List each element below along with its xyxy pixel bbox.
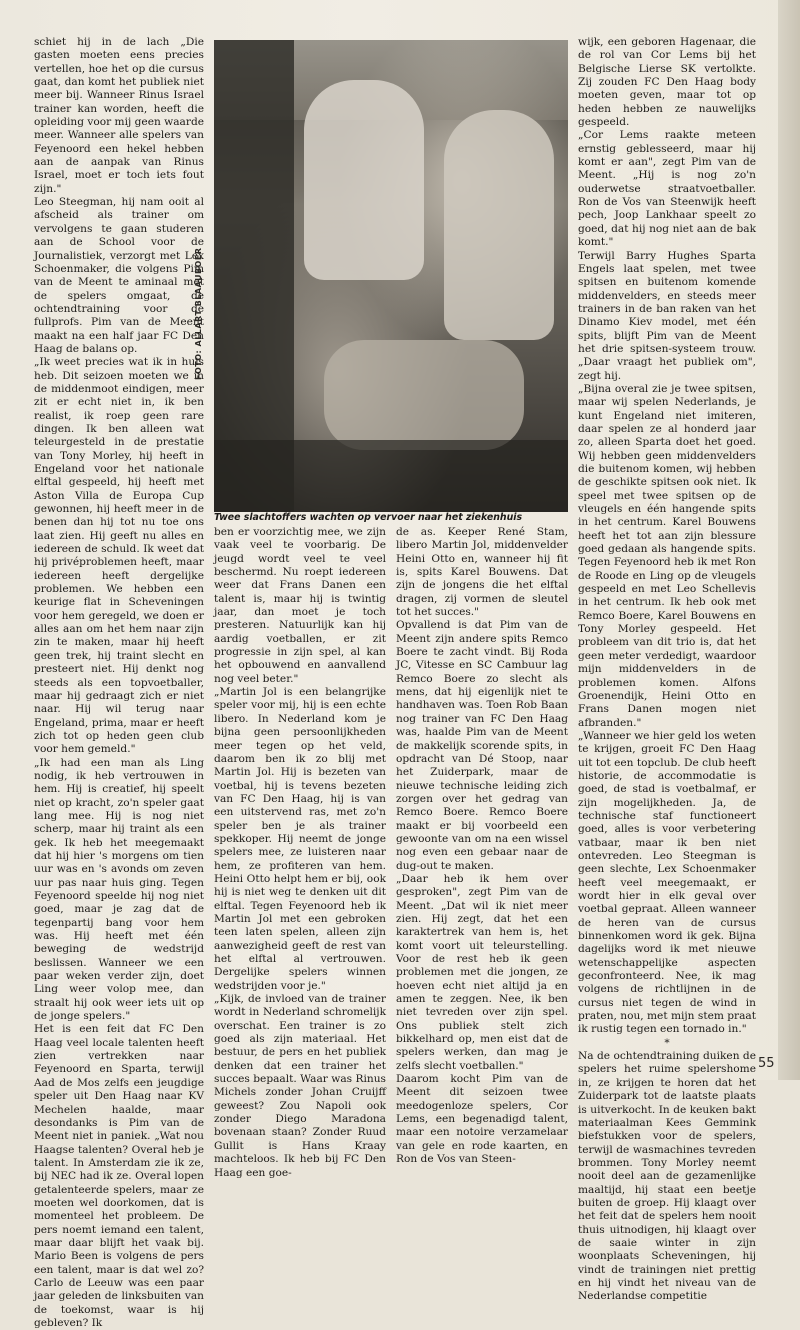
- photo-figure-left: [304, 80, 424, 280]
- paragraph: „Kijk, de invloed van de trainer wordt in Nederland schromelijk overschat. Een trainer is zo goed als zijn materiaal. Het bestuur, de pers en het publiek denken dat een trainer het succes bepaalt. Waar was Rinus Michels zonder Johan Cruijff geweest? Zou Napoli ook zonder Diego Maradona bovenaan staan? Zonder Ruud Gullit is Hans Kraay machteloos. Ik heb bij FC Den Haag een goe-: [214, 993, 386, 1179]
- paragraph: Daarom kocht Pim van de Meent dit seizoen twee meedogenloze spelers, Cor Lems, een begenadigd talent, maar een notoire verzamelaar van gele en rode kaarten, en Ron de Vos van Steen-: [396, 1073, 568, 1166]
- paragraph: „Daar heb ik hem over gesproken", zegt Pim van de Meent. „Dat wil ik niet meer zien. Hij zegt, dat het een karaktertrek van hem is, het komt voort uit teleurstelling. Voor de rest heb ik geen problemen met die jongen, ze hoeven echt niet altijd ja en amen te zeggen. Nee, ik ben niet tevreden over zijn spel. Ons publiek stelt zich bikkelhard op, men eist dat de spelers werken, dan mag je zelfs slecht voetballen.": [396, 872, 568, 1072]
- paragraph: „Cor Lems raakte meteen ernstig geblesseerd, maar hij komt er aan", zegt Pim van de Meent. „Hij is nog zo'n ouderwetse straatvoetballer. Ron de Vos van Steenwijk heeft pech, Joop Lankhaar speelt zo goed, dat hij nog niet aan de bak komt.": [578, 129, 756, 249]
- photo-credit: FOTO: ALLART BLAAUBOER: [194, 247, 203, 380]
- article-column-2: [214, 526, 386, 1179]
- paragraph: „Wanneer we hier geld los weten te krijgen, groeit FC Den Haag uit tot een topclub. De club heeft historie, de accommodatie is goed, de stad is voetbalmaf, er zijn mogelijkheden. Ja, de technische staf functioneert goed, alles is voor verbetering vatbaar, maar ik ben niet ontevreden. Leo Steegman is geen slechte, Lex Schoenmaker heeft veel meegemaakt, er wordt hier in elk geval over voetbal gepraat. Alleen wanneer de heren van de cursus binnenkomen word ik gek. Bijna dagelijks word ik met nieuwe wetenschappelijke aspecten geconfronteerd. Nee, ik mag volgens de richtlijnen in de cursus niet tegen de wind in praten, nou, met mijn stem praat ik rustig tegen een tornado in.": [578, 729, 756, 1036]
- photo-caption: Twee slachtoffers wachten op vervoer naar het ziekenhuis: [214, 512, 523, 523]
- paragraph: „Bijna overal zie je twee spitsen, maar wij spelen Nederlands, je kunt Engeland niet imiteren, daar spelen ze al honderd jaar zo, alleen Sparta doet het goed. Wij hebben geen middenvelders die buitenom komen, wij hebben de geschikte spitsen ook niet. Ik speel met twee spitsen op de vleugels en één hangende spits in het centrum. Karel Bouwens heeft het tot aan zijn blessure goed gedaan als hangende spits. Tegen Feyenoord heb ik met Ron de Roode en Ling op de vleugels gespeeld en met Leo Schellevis in het centrum. Ik heb ook met Remco Boere, Karel Bouwens en Tony Morley gespeeld. Het probleem van dit trio is, dat het geen meter verdedigt, waardoor mijn middenvelders in de problemen komen. Alfons Groenendijk, Heini Otto en Frans Danen mogen niet afbranden.": [578, 382, 756, 729]
- paragraph: Opvallend is dat Pim van de Meent zijn andere spits Remco Boere te zacht vindt. Bij Roda JC, Vitesse en SC Cambuur lag Remco Boere zo slecht als mens, dat hij eigenlijk niet te handhaven was. Toen Rob Baan nog trainer van FC Den Haag was, haalde Pim van de Meent de makkelijk scorende spits, in opdracht van Dé Stoop, naar het Zuiderpark, maar de nieuwe technische leiding zich zorgen over het gedrag van Remco Boere. Remco Boere maakt er bij voorbeeld een gewoonte van om na een wissel nog even een gebaar naar de dug-out te maken.: [396, 619, 568, 872]
- paragraph: de as. Keeper René Stam, libero Martin Jol, middenvelder Heini Otto en, wanneer hij fit is, spits Karel Bouwens. Dat zijn de jongens die het elftal dragen, zij vormen de sleutel tot het succes.": [396, 526, 568, 619]
- page-edge: [778, 0, 800, 1080]
- paragraph: „Ik weet precies wat ik in huis heb. Dit seizoen moeten we in de middenmoot eindigen, meer zit er echt niet in, ik ben realist, ik roep geen rare dingen. Ik ben alleen wat teleurgesteld in de prestatie van Tony Morley, hij heeft in Engeland voor het nationale elftal gespeeld, hij heeft met Aston Villa de Europa Cup gewonnen, hij heeft meer in de benen dan hij tot nu toe ons laat zien. Hij geeft nu alles en iedereen de schuld. Ik weet dat hij privéproblemen heeft, maar iedereen heeft dergelijke problemen. We hebben een keurige flat in Scheveningen voor hem geregeld, we doen er alles aan om het hem naar zijn zin te maken, maar hij heeft geen trek, hij traint slecht en presteert niet. Hij denkt nog steeds als een topvoetballer, maar hij gedraagt zich er niet naar. Hij wil terug naar Engeland, prima, maar er heeft zich tot op heden geen club voor hem gemeld.": [34, 356, 204, 756]
- photo-ground: [214, 440, 568, 512]
- photo-victim: [324, 340, 524, 450]
- paragraph: Terwijl Barry Hughes Sparta Engels laat spelen, met twee spitsen en buitenom komende middenvelders, en steeds meer trainers in de ban raken van het Dinamo Kiev model, met één spits, blijft Pim van de Meent het drie spitsen-systeem trouw. „Daar vraagt het publiek om", zegt hij.: [578, 249, 756, 382]
- paragraph: Het is een feit dat FC Den Haag veel locale talenten heeft zien vertrekken naar Feyenoord en Sparta, terwijl Aad de Mos zelfs een jeugdige speler uit Den Haag naar KV Mechelen haalde, maar desondanks is Pim van de Meent niet in paniek. „Wat nou Haagse talenten? Overal heb je talent. In Amsterdam zie ik ze, bij NEC had ik ze. Overal lopen getalenteerde spelers, maar ze moeten wel doorkomen, dat is momenteel het probleem. De pers noemt iemand een talent, maar daar blijft het vaak bij. Mario Been is volgens de pers een talent, maar is dat wel zo? Carlo de Leeuw was een paar jaar geleden de linksbuiten van de toekomst, waar is hij gebleven? Ik: [34, 1023, 204, 1329]
- article-column-1: [34, 36, 204, 1329]
- page-number: 55: [758, 1056, 775, 1071]
- paragraph: ben er voorzichtig mee, we zijn vaak veel te voorbarig. De jeugd wordt veel te veel beschermd. Nu roept iedereen weer dat Frans Danen een talent is, maar hij is twintig jaar, dan moet je toch presteren. Natuurlijk kan hij aardig voetballen, er zit progressie in zijn spel, al kan het opbouwend en aanvallend nog veel beter.": [214, 526, 386, 685]
- article-column-4: [578, 36, 756, 1303]
- article-column-3: [396, 526, 568, 1166]
- paragraph: „Ik had een man als Ling nodig, ik heb vertrouwen in hem. Hij is creatief, hij speelt niet op kracht, zo'n speler gaat lang mee. Hij is nog niet scherp, maar hij traint als een gek. Ik heb het meegemaakt dat hij hier 's morgens om tien uur was en 's avonds om zeven uur pas naar huis ging. Tegen Feyenoord speelde hij nog niet goed, maar je zag dat de tegenpartij bang voor hem was. Hij heeft met één beweging de wedstrijd beslissen. Wanneer we een paar weken verder zijn, doet Ling weer volop mee, dan straalt hij ook weer iets uit op de jonge spelers.": [34, 756, 204, 1023]
- section-separator: *: [664, 1036, 670, 1049]
- paragraph: wijk, een geboren Hagenaar, die de rol van Cor Lems bij het Belgische Lierse SK vertolkte. Zij zouden FC Den Haag body moeten geven, maar tot op heden hebben ze nauwelijks gespeeld.: [578, 36, 756, 129]
- news-photo: [214, 40, 568, 512]
- photo-figure-right: [444, 110, 554, 340]
- paragraph: Na de ochtendtraining duiken de spelers het ruime spelershome in, ze krijgen te horen dat het Zuiderpark tot de laatste plaats is uitverkocht. In de keuken bakt materiaalman Kees Gemmink biefstukken voor de spelers, terwijl de wasmachines tevreden brommen. Tony Morley neemt nooit deel aan de gezamenlijke maaltijd, hij staat een beetje buiten de groep. Hij klaagt over het feit dat de spelers hem nooit thuis uitnodigen, hij klaagt over de saaie winter in zijn woonplaats Scheveningen, hij vindt de trainingen niet prettig en hij vindt het niveau van de Nederlandse competitie: [578, 1050, 756, 1303]
- paragraph: „Martin Jol is een belangrijke speler voor mij, hij is een echte libero. In Nederland kom je bijna geen persoonlijkheden meer tegen op het veld, daarom ben ik zo blij met Martin Jol. Hij is bezeten van voetbal, hij is tevens bezeten van FC Den Haag, hij is van een uitstervend ras, met zo'n speler ben je als trainer spekkoper. Hij neemt de jonge spelers mee, ze luisteren naar hem, ze profiteren van hem. Heini Otto helpt hem er bij, ook hij is niet weg te denken uit dit elftal. Tegen Feyenoord heb ik Martin Jol met een gebroken teen laten spelen, alleen zijn aanwezigheid geeft de rest van het elftal al vertrouwen. Dergelijke spelers winnen wedstrijden voor je.": [214, 686, 386, 992]
- paragraph: Leo Steegman, hij nam ooit al afscheid als trainer om vervolgens te gaan studeren aan de School voor de Journalistiek, verzorgt met Lex Schoenmaker, die volgens Pim van de Meent te aminaal met de spelers omgaat, de ochtendtraining voor de fullprofs. Pim van de Meent maakt na een half jaar FC Den Haag de balans op.: [34, 196, 204, 355]
- paragraph: schiet hij in de lach „Die gasten moeten eens precies vertellen, hoe het op die cursus gaat, dan komt het publiek niet meer bij. Wanneer Rinus Israel trainer kan worden, heeft die opleiding voor mij geen waarde meer. Wanneer alle spelers van Feyenoord een hekel hebben aan de aanpak van Rinus Israel, moet er toch iets fout zijn.": [34, 36, 204, 195]
